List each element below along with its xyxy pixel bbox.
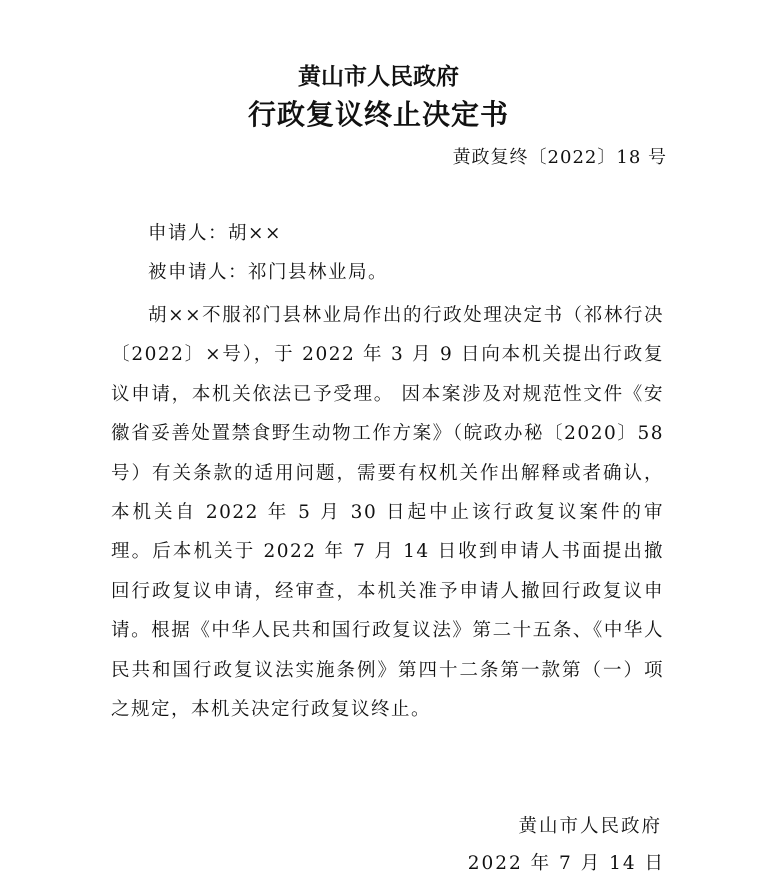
- applicant-text: 申请人：胡××: [148, 223, 283, 244]
- applicant-line: [111, 219, 282, 245]
- respondent-text: 被申请人：祁门县林业局。: [148, 262, 389, 283]
- document-title: 行政复议终止决定书: [247, 98, 509, 131]
- signature-organization: 黄山市人民政府: [518, 816, 662, 837]
- body-paragraph: 胡××不服祁门县林业局作出的行政处理决定书（祁林行决〔2022〕×号），于 2022 年 3 月 9 日向本机关提出行政复议申请，本机关依法已予受理。 因本案涉及对规范性文件《安徽省妥善处置禁食野生动物工作方案》（皖政办秘〔2020〕58号）有关条款的适用问题，需要有权机关作出解释或者确认，本机关自 2022 年 5 月 30 日起中止该行政复议案件的审理。后本机关于 2022 年 7 月 14 日收到申请人书面提出撤回行政复议申请，经审查，本机关准予申请人撤回行政复议申请。根据《中华人民共和国行政复议法》第二十五条、《中华人民共和国行政复议法实施条例》第四十二条第一款第（一）项之规定，本机关决定行政复议终止。: [111, 305, 664, 721]
- respondent-line: [111, 258, 388, 284]
- decision-body: [111, 296, 664, 729]
- issuing-organization: 黄山市人民政府: [298, 63, 459, 90]
- document-number: 黄政复终〔2022〕18 号: [452, 147, 667, 168]
- signature-date: 2022 年 7 月 14 日: [467, 853, 665, 874]
